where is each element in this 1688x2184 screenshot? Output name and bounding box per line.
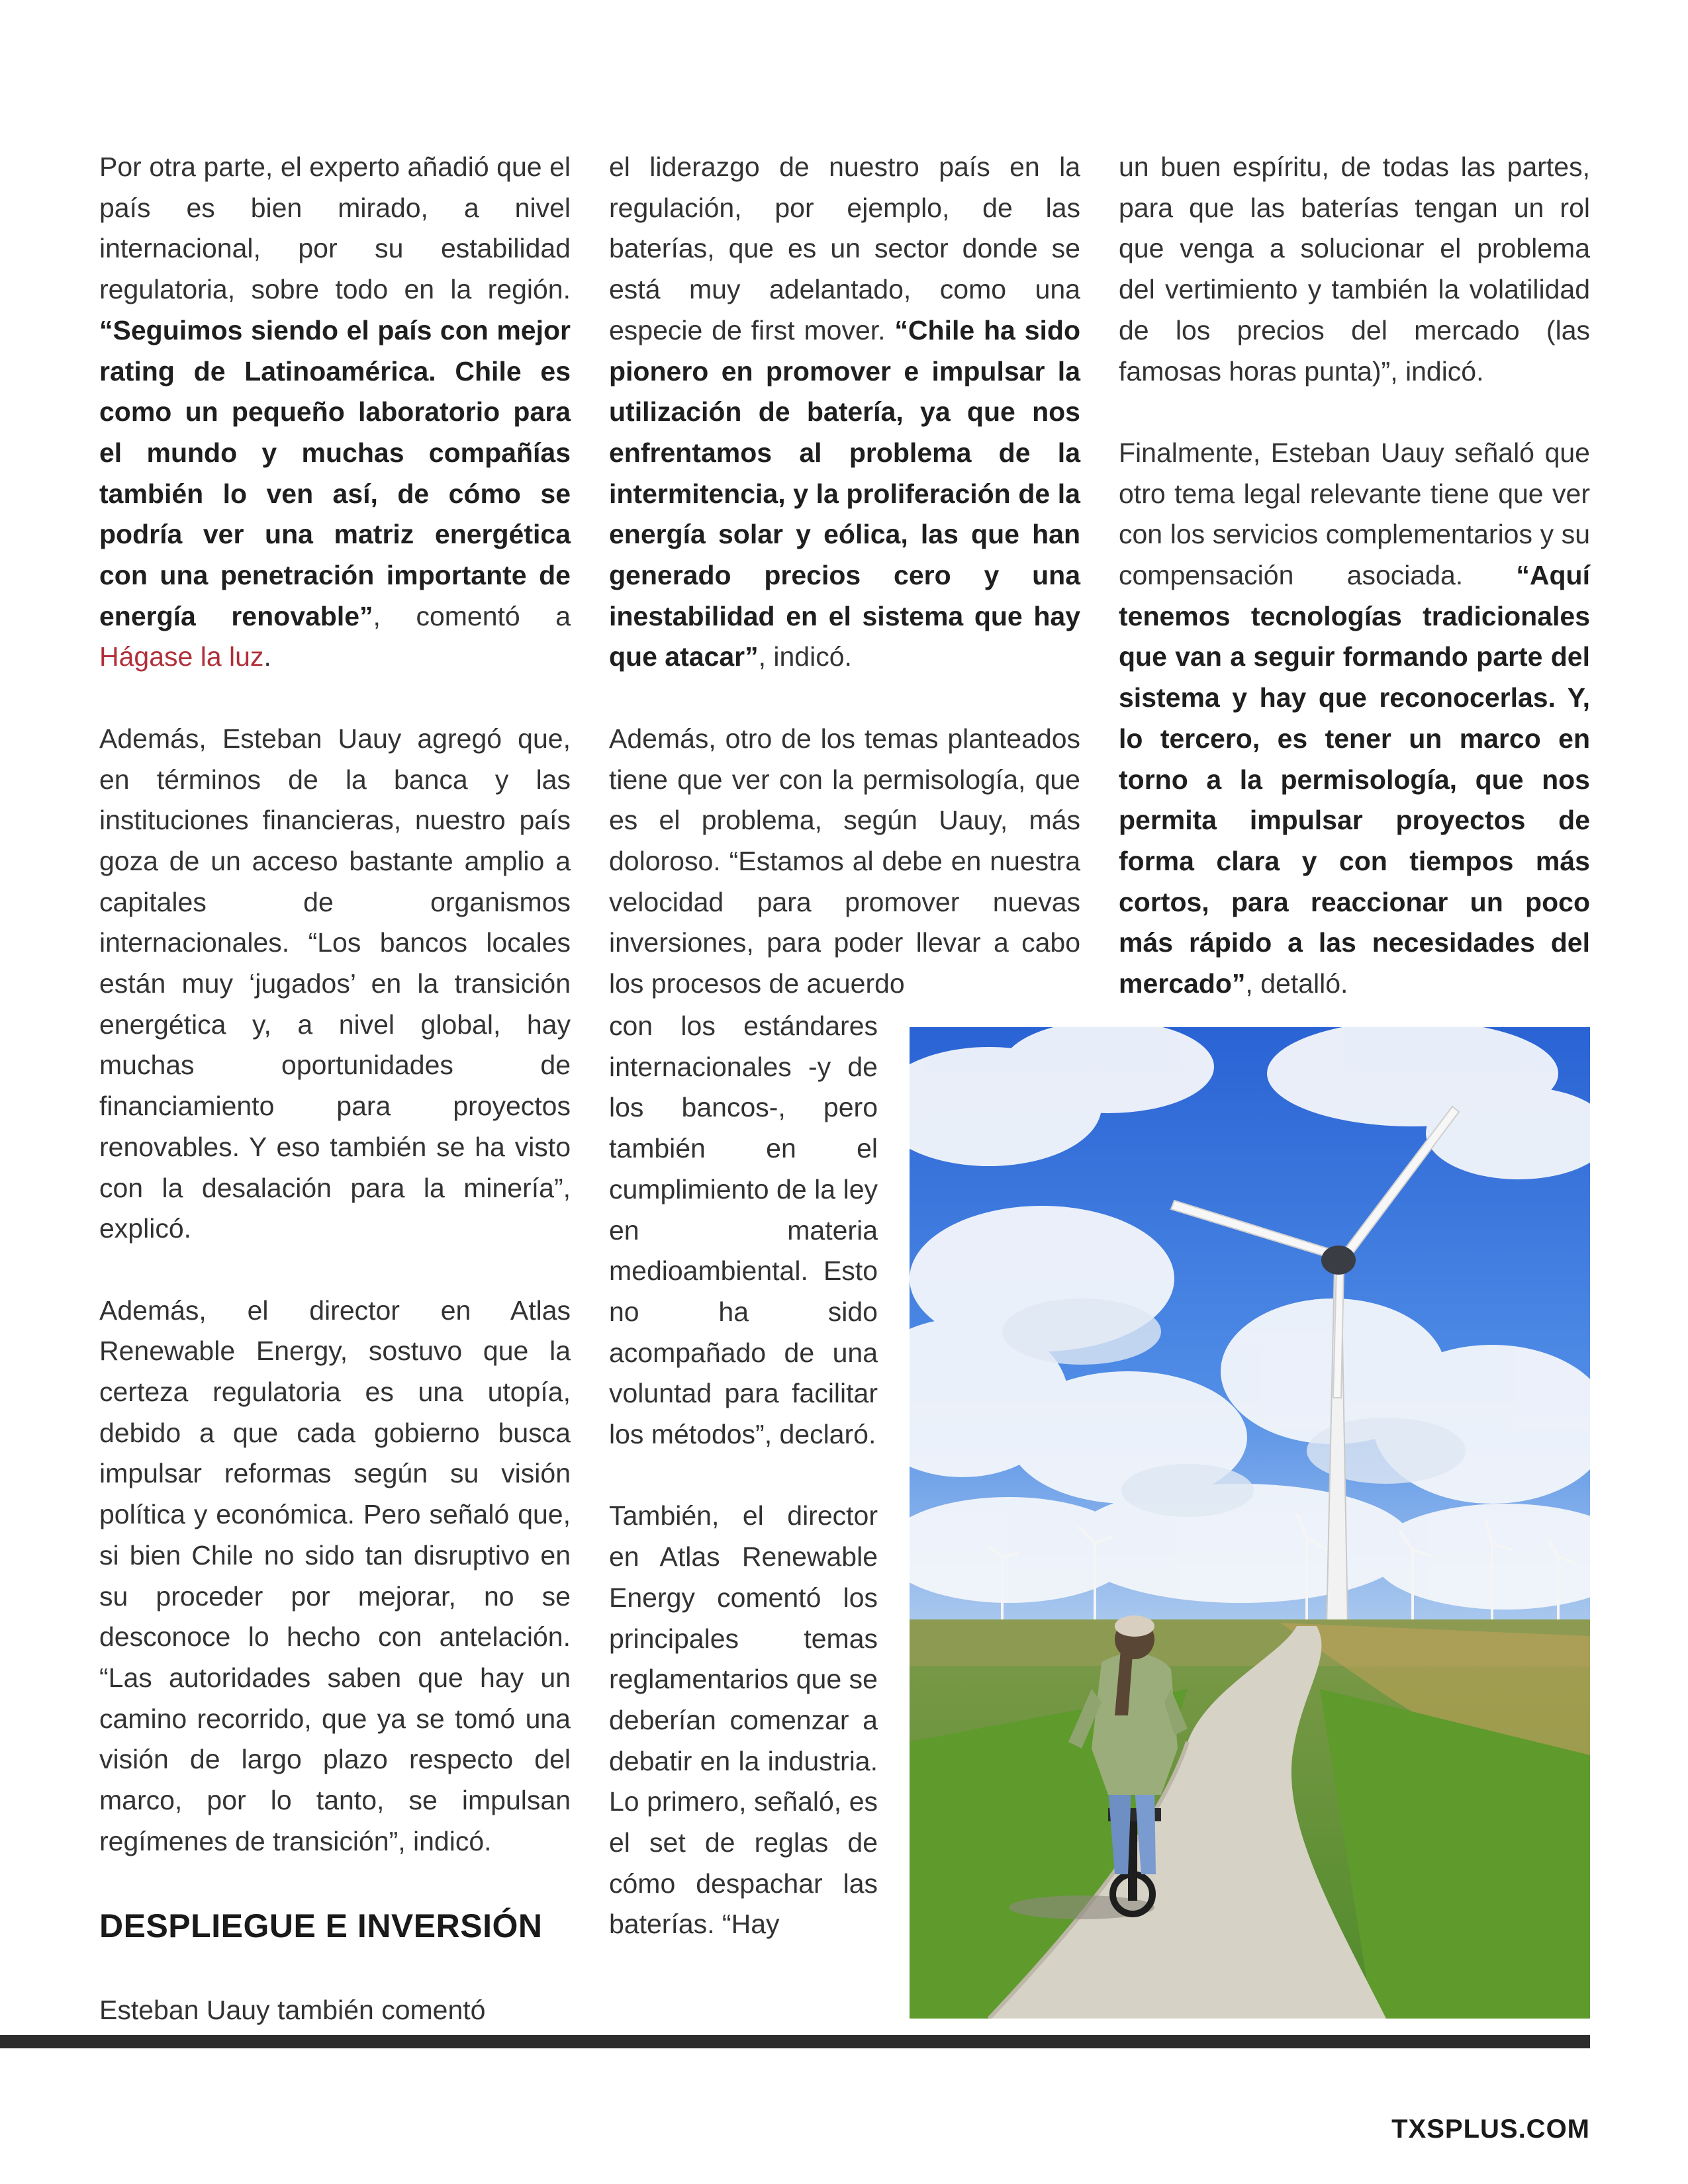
- paragraph: Esteban Uauy también comentó: [99, 1995, 486, 2026]
- paragraph: un buen espíritu, de todas las partes, para que las baterías tengan un rol que venga a solucionar el problema del vertimiento y también la volatilidad de los precios del mercado (las famosas horas punta)”, indicó.: [1119, 152, 1590, 387]
- quote-bold: “Chile ha sido pionero en promover e impulsar la utilización de batería, ya que nos enfrentamos al problema de la intermitencia, y la proliferación de la energía solar y eólica, las que han generado precios cero y una inestabilidad en el sistema que hay que atacar”: [609, 314, 1080, 672]
- article-column-2-narrow: [609, 1006, 878, 1986]
- paragraph: Además, otro de los temas planteados tiene que ver con la permisología, que es el problema, según Uauy, más doloroso. “Estamos al debe en nuestra velocidad para promover nuevas inversiones, para poder llevar a cabo los procesos de acuerdo: [609, 723, 1080, 999]
- quote-bold: “Seguimos siendo el país con mejor rating de Latinoamérica. Chile es como un pequeño laboratorio para el mundo y muchas compañías también lo ven así, de cómo se podría ver una matriz energética con una penetración importante de energía renovable”: [99, 314, 571, 631]
- article-column-3: [1119, 147, 1590, 1045]
- quote-bold: “Aquí tenemos tecnologías tradicionales que van a seguir formando parte del sistema y hay que reconocerlas. Y, lo tercero, es tener un marco en torno a la permisología, que nos permita impulsar proyectos de forma clara y con tiempos más cortos, para reaccionar un poco más rápido a las necesidades del mercado”: [1119, 560, 1590, 999]
- paragraph: el liderazgo de nuestro país en la regulación, por ejemplo, de las baterías, que es un sector donde se está muy adelantado, como una especie de first mover. “Chile ha sido pionero en promover e impulsar la utilización de batería, ya que nos enfrentamos al problema de la intermitencia, y la proliferación de la energía solar y eólica, las que han generado precios cero y una inestabilidad en el sistema que hay que atacar”, indicó.: [609, 152, 1080, 672]
- wind-turbine-photo: [910, 1027, 1590, 2019]
- footer-rule: [0, 2035, 1590, 2048]
- footer-site: TXSPLUS.COM: [1391, 2115, 1590, 2144]
- paragraph: Finalmente, Esteban Uauy señaló que otro tema legal relevante tiene que ver con los servicios complementarios y su compensación asociada. “Aquí tenemos tecnologías tradicionales que van a seguir formando parte del sistema y hay que reconocerlas. Y, lo tercero, es tener un marco en torno a la permisología, que nos permita impulsar proyectos de forma clara y con tiempos más cortos, para reaccionar un poco más rápido a las necesidades del mercado”, detalló.: [1119, 437, 1590, 999]
- paragraph: También, el director en Atlas Renewable Energy comentó los principales temas reglamentarios que se deberían comenzar a debatir en la industria. Lo primero, señaló, es el set de reglas de cómo despachar las baterías. “Hay: [609, 1500, 878, 1940]
- article-column-2: [609, 147, 1080, 1005]
- paragraph: Además, el director en Atlas Renewable Energy, sostuvo que la certeza regulatoria es una utopía, debido a que cada gobierno busca impulsar reformas según su visión política y económica. Pero señaló que, si bien Chile no sido tan disruptivo en su proceder por mejorar, no se desconoce lo hecho con antelación. “Las autoridades saben que hay un camino recorrido, que ya se tomó una visión de largo plazo respecto del marco, por lo tanto, se impulsan regímenes de transición”, indicó.: [99, 1295, 571, 1856]
- paragraph: Además, Esteban Uauy agregó que, en términos de la banca y las instituciones financieras, nuestro país goza de un acceso bastante amplio a capitales de organismos internacionales. “Los bancos locales están muy ‘jugados’ en la transición energética y, a nivel global, hay muchas oportunidades de financiamiento para proyectos renovables. Y eso también se ha visto con la desalación para la minería”, explicó.: [99, 723, 571, 1244]
- section-heading: DESPLIEGUE E INVERSIÓN: [99, 1907, 543, 1945]
- paragraph: Por otra parte, el experto añadió que el país es bien mirado, a nivel internacional, por su estabilidad regulatoria, sobre todo en la región. “Seguimos siendo el país con mejor rating de Latinoamérica. Chile es como un pequeño laboratorio para el mundo y muchas compañías también lo ven así, de cómo se podría ver una matriz energética con una penetración importante de energía renovable”, comentó a Hágase la luz.: [99, 152, 571, 672]
- source-link[interactable]: Hágase la luz: [99, 641, 264, 672]
- paragraph: con los estándares internacionales -y de los bancos-, pero también en el cumplimiento de la ley en materia medioambiental. Esto no ha sido acompañado de una voluntad para facilitar los métodos”, declaró.: [609, 1011, 878, 1450]
- article-column-1: [99, 147, 571, 2072]
